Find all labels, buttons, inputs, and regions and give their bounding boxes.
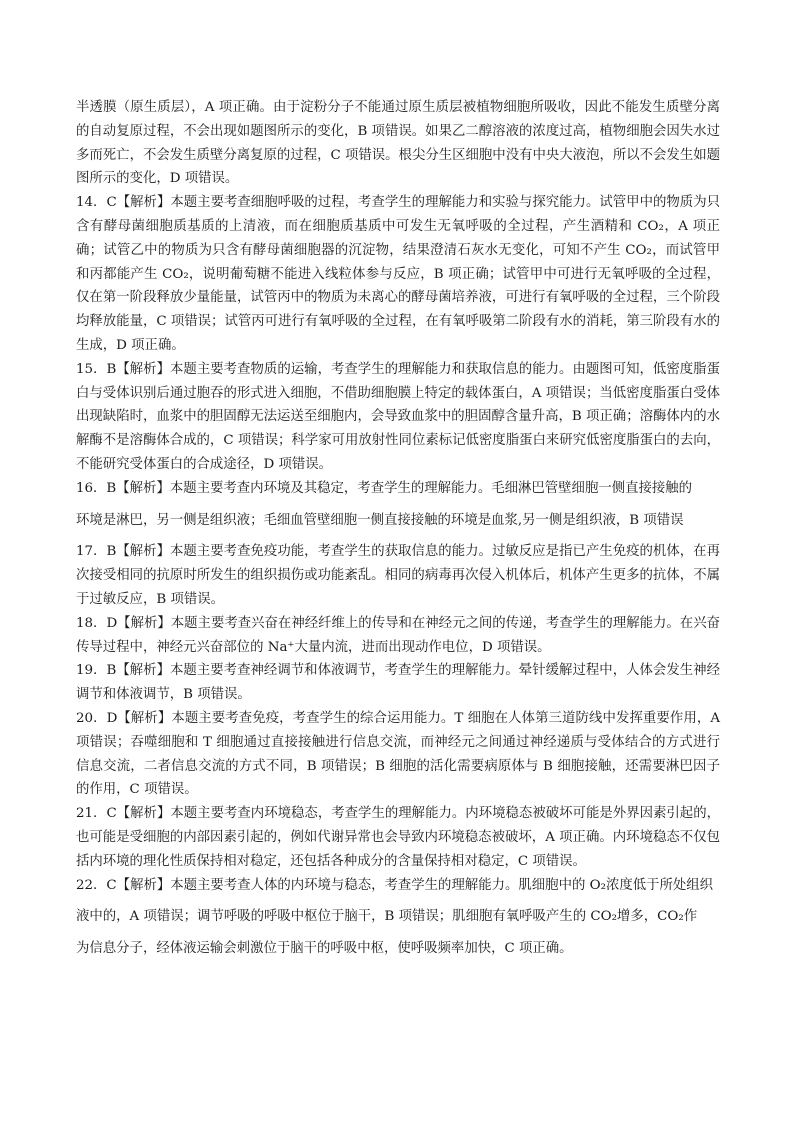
para-q19: 19．B【解析】本题主要考查神经调节和体液调节，考查学生的理解能力。晕针缓解过程中，人体会发生神经调节和体液调节，B 项错误。 — [76, 663, 720, 703]
para-q15: 15．B【解析】本题主要考查物质的运输，考查学生的理解能力和获取信息的能力。由题图可知，低密度脂蛋白与受体识别后通过胞吞的形式进入细胞，不借助细胞膜上特定的载体蛋白，A 项错误；当低密度脂蛋白受体出现缺陷时，血浆中的胆固醇无法运送至细胞内，会导致血浆中的胆固醇含量升高，B 项正确；溶酶体内的水解酶不是溶酶体合成的，C 项错误；科学家可用放射性同位素标记低密度脂蛋白来研究低密度脂蛋白的去向，不能研究受体蛋白的合成途径，D 项错误。 — [76, 361, 720, 472]
spacer — [76, 929, 720, 937]
para-q22-line2: 液中的，A 项错误；调节呼吸的呼吸中枢位于脑干，B 项错误；肌细胞有氧呼吸产生的 CO₂增多，CO₂作 — [76, 909, 698, 925]
para-q16-line1: 16．B【解析】本题主要考查内环境及其稳定，考查学生的理解能力。毛细淋巴管壁细胞一侧直接接触的 — [76, 480, 693, 496]
para-q21: 21．C【解析】本题主要考查内环境稳态，考查学生的理解能力。内环境稳态被破坏可能是外界因素引起的，也可能是受细胞的内部因素引起的，例如代谢异常也会导致内环境稳态被破坏，A 项正确。内环境稳态不仅包括内环境的理化性质保持相对稳定，还包括各种成分的含量保持相对稳定，C 项错误。 — [76, 806, 720, 869]
para-q14: 14．C【解析】本题主要考查细胞呼吸的过程，考查学生的理解能力和实验与探究能力。试管甲中的物质为只含有酵母菌细胞质基质的上清液，而在细胞质基质中可发生无氧呼吸的全过程，产生酒精和 CO₂，A 项正确；试管乙中的物质为只含有酵母菌细胞器的沉淀物，结果澄清石灰水无变化，可知不产生 CO₂，而试管甲和丙都能产生 CO₂，说明葡萄糖不能进入线粒体参与反应，B 项正确；试管甲中可进行无氧呼吸的全过程，仅在第一阶段释放少量能量，试管丙中的物质为未离心的酵母菌培养液，可进行有氧呼吸的全过程，三个阶段均释放能量，C 项错误；试管丙可进行有氧呼吸的全过程，在有氧呼吸第二阶段有水的消耗，第三阶段有水的生成，D 项正确。 — [76, 195, 720, 353]
para-q16-line2: 环境是淋巴，另一侧是组织液；毛细血管壁细胞一侧直接接触的环境是血浆,另一侧是组织液，B 项错误 — [76, 512, 684, 528]
para-13-continued: 半透膜（原生质层），A 项正确。由于淀粉分子不能通过原生质层被植物细胞所吸收，因此不能发生质壁分离的自动复原过程，不会出现如题图所示的变化，B 项错误。如果乙二醇溶液的浓度过高，植物细胞会因失水过多而死亡，不会发生质壁分离复原的过程，C 项错误。根尖分生区细胞中没有中央大液泡，所以不会发生如题图所示的变化，D 项错误。 — [76, 100, 720, 187]
para-q22-line1: 22．C【解析】本题主要考查人体的内环境与稳态，考查学生的理解能力。肌细胞中的 O₂浓度低于所处组织 — [76, 877, 714, 893]
spacer — [76, 501, 720, 509]
para-q17: 17．B【解析】本题主要考查免疫功能，考查学生的获取信息的能力。过敏反应是指已产生免疫的机体，在再次接受相同的抗原时所发生的组织损伤或功能紊乱。相同的病毒再次侵入机体后，机体产生更多的抗体，不属于过敏反应，B 项错误。 — [76, 544, 720, 607]
spacer — [76, 897, 720, 905]
answer-explanations — [76, 96, 720, 961]
para-q20: 20．D【解析】本题主要考查免疫，考查学生的综合运用能力。T 细胞在人体第三道防线中发挥重要作用，A 项错误；吞噬细胞和 T 细胞通过直接接触进行信息交流，而神经元之间通过神经递质与受体结合的方式进行信息交流，二者信息交流的方式不同，B 项错误；B 细胞的活化需要病原体与 B 细胞接触，还需要淋巴因子的作用，C 项错误。 — [76, 710, 720, 798]
para-q18: 18．D【解析】本题主要考查兴奋在神经纤维上的传导和在神经元之间的传递，考查学生的理解能力。在兴奋传导过程中，神经元兴奋部位的 Na⁺大量内流，进而出现动作电位，D 项错误。 — [76, 615, 720, 655]
spacer — [76, 532, 720, 540]
para-q22-line3: 为信息分子，经体液运输会刺激位于脑干的呼吸中枢，使呼吸频率加快，C 项正确。 — [76, 941, 573, 957]
